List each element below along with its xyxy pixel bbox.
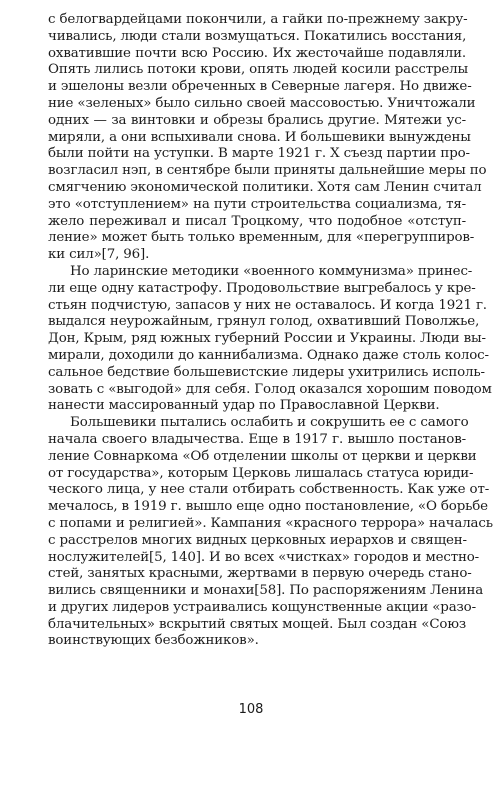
text-line: с расстрелов многих видных церковных иерархов и священ-	[48, 532, 467, 548]
text-line: ление» может быть только временным, для «перегруппиров-	[48, 230, 475, 246]
text-line: смягчению экономической политики. Хотя сам Ленин считал	[48, 179, 482, 195]
text-line: ление Совнаркома «Об отделении школы от церкви и церкви	[48, 448, 477, 464]
text-line: блачительных» вскрытий святых мощей. Был создан «Союз	[48, 616, 466, 632]
text-line: вились священники и монахи[58]. По распоряжениям Ленина	[48, 583, 484, 599]
text-line: ческого лица, у нее стали отбирать собственность. Как уже от-	[48, 482, 490, 498]
text-line: зовать с «выгодой» для себя. Голод оказался хорошим поводом	[48, 381, 492, 397]
text-line: Дон, Крым, ряд южных губерний России и Украины. Люди вы-	[48, 331, 486, 347]
text-line: это «отступлением» на пути строительства социализма, тя-	[48, 196, 466, 212]
text-line: охватившие почти всю Россию. Их жесточайше подавляли.	[48, 45, 466, 61]
paragraph-2	[48, 263, 492, 415]
text-line: были пойти на уступки. В марте 1921 г. X съезд партии про-	[48, 146, 470, 162]
text-line: ние «зеленых» было сильно своей массовостью. Уничтожали	[48, 95, 476, 111]
text-line: жело переживал и писал Троцкому, что подобное «отступ-	[48, 213, 466, 229]
text-line: с попами и религией». Кампания «красного террора» началась	[48, 515, 493, 531]
text-line: Но ларинские методики «военного коммунизма» принес-	[70, 263, 473, 279]
text-line: мирали, доходили до каннибализма. Однако даже столь колос-	[48, 347, 489, 363]
paragraph-1	[48, 12, 487, 264]
text-line: ки сил»[7, 96].	[48, 247, 150, 263]
text-line: миряли, а они вспыхивали снова. И большевики вынуждены	[48, 129, 471, 145]
text-line: воинствующих безбожников».	[48, 633, 259, 649]
text-line: выдался неурожайным, грянул голод, охвативший Поволжье,	[48, 314, 480, 330]
paragraph-3	[48, 415, 493, 650]
page-number: 108	[238, 702, 264, 717]
text-line: нанести массированный удар по Православной Церкви.	[48, 398, 440, 414]
text-line: с белогвардейцами покончили, а гайки по-прежнему закру-	[48, 12, 468, 27]
text-line: и эшелоны везли обреченных в Северные лагеря. Но движе-	[48, 79, 472, 95]
text-line: возглаcил нэп, в сентябре были приняты дальнейшие меры по	[48, 163, 487, 179]
text-line: чивались, люди стали возмущаться. Покатились восстания,	[48, 28, 467, 44]
text-line: нослужителей[5, 140]. И во всех «чистках» городов и местно-	[48, 549, 480, 565]
text-line: ли еще одну катастрофу. Продовольствие выгребалось у кре-	[48, 280, 476, 296]
text-line: сальное бедствие большевистские лидеры ухитрились исполь-	[48, 364, 485, 380]
text-line: мечалось, в 1919 г. вышло еще одно постановление, «О борьбе	[48, 499, 488, 515]
text-line: Опять лились потоки крови, опять людей косили расстрелы	[48, 62, 469, 78]
text-line: начала своего владычества. Еще в 1917 г. вышло постанов-	[48, 431, 466, 447]
page-text-block	[48, 12, 493, 650]
text-line: от государства», которым Церковь лишалась статуса юриди-	[48, 465, 474, 481]
text-line: стьян подчистую, запасов у них не оставалось. И когда 1921 г.	[48, 297, 487, 313]
text-line: и других лидеров устраивались кощунственные акции «разо-	[48, 599, 476, 615]
text-line: одних — за винтовки и обрезы брались другие. Мятежи ус-	[48, 112, 466, 128]
text-line: Большевики пытались ослабить и сокрушить ее с самого	[70, 415, 469, 431]
text-line: стей, занятых красными, жертвами в первую очередь стано-	[48, 566, 472, 582]
